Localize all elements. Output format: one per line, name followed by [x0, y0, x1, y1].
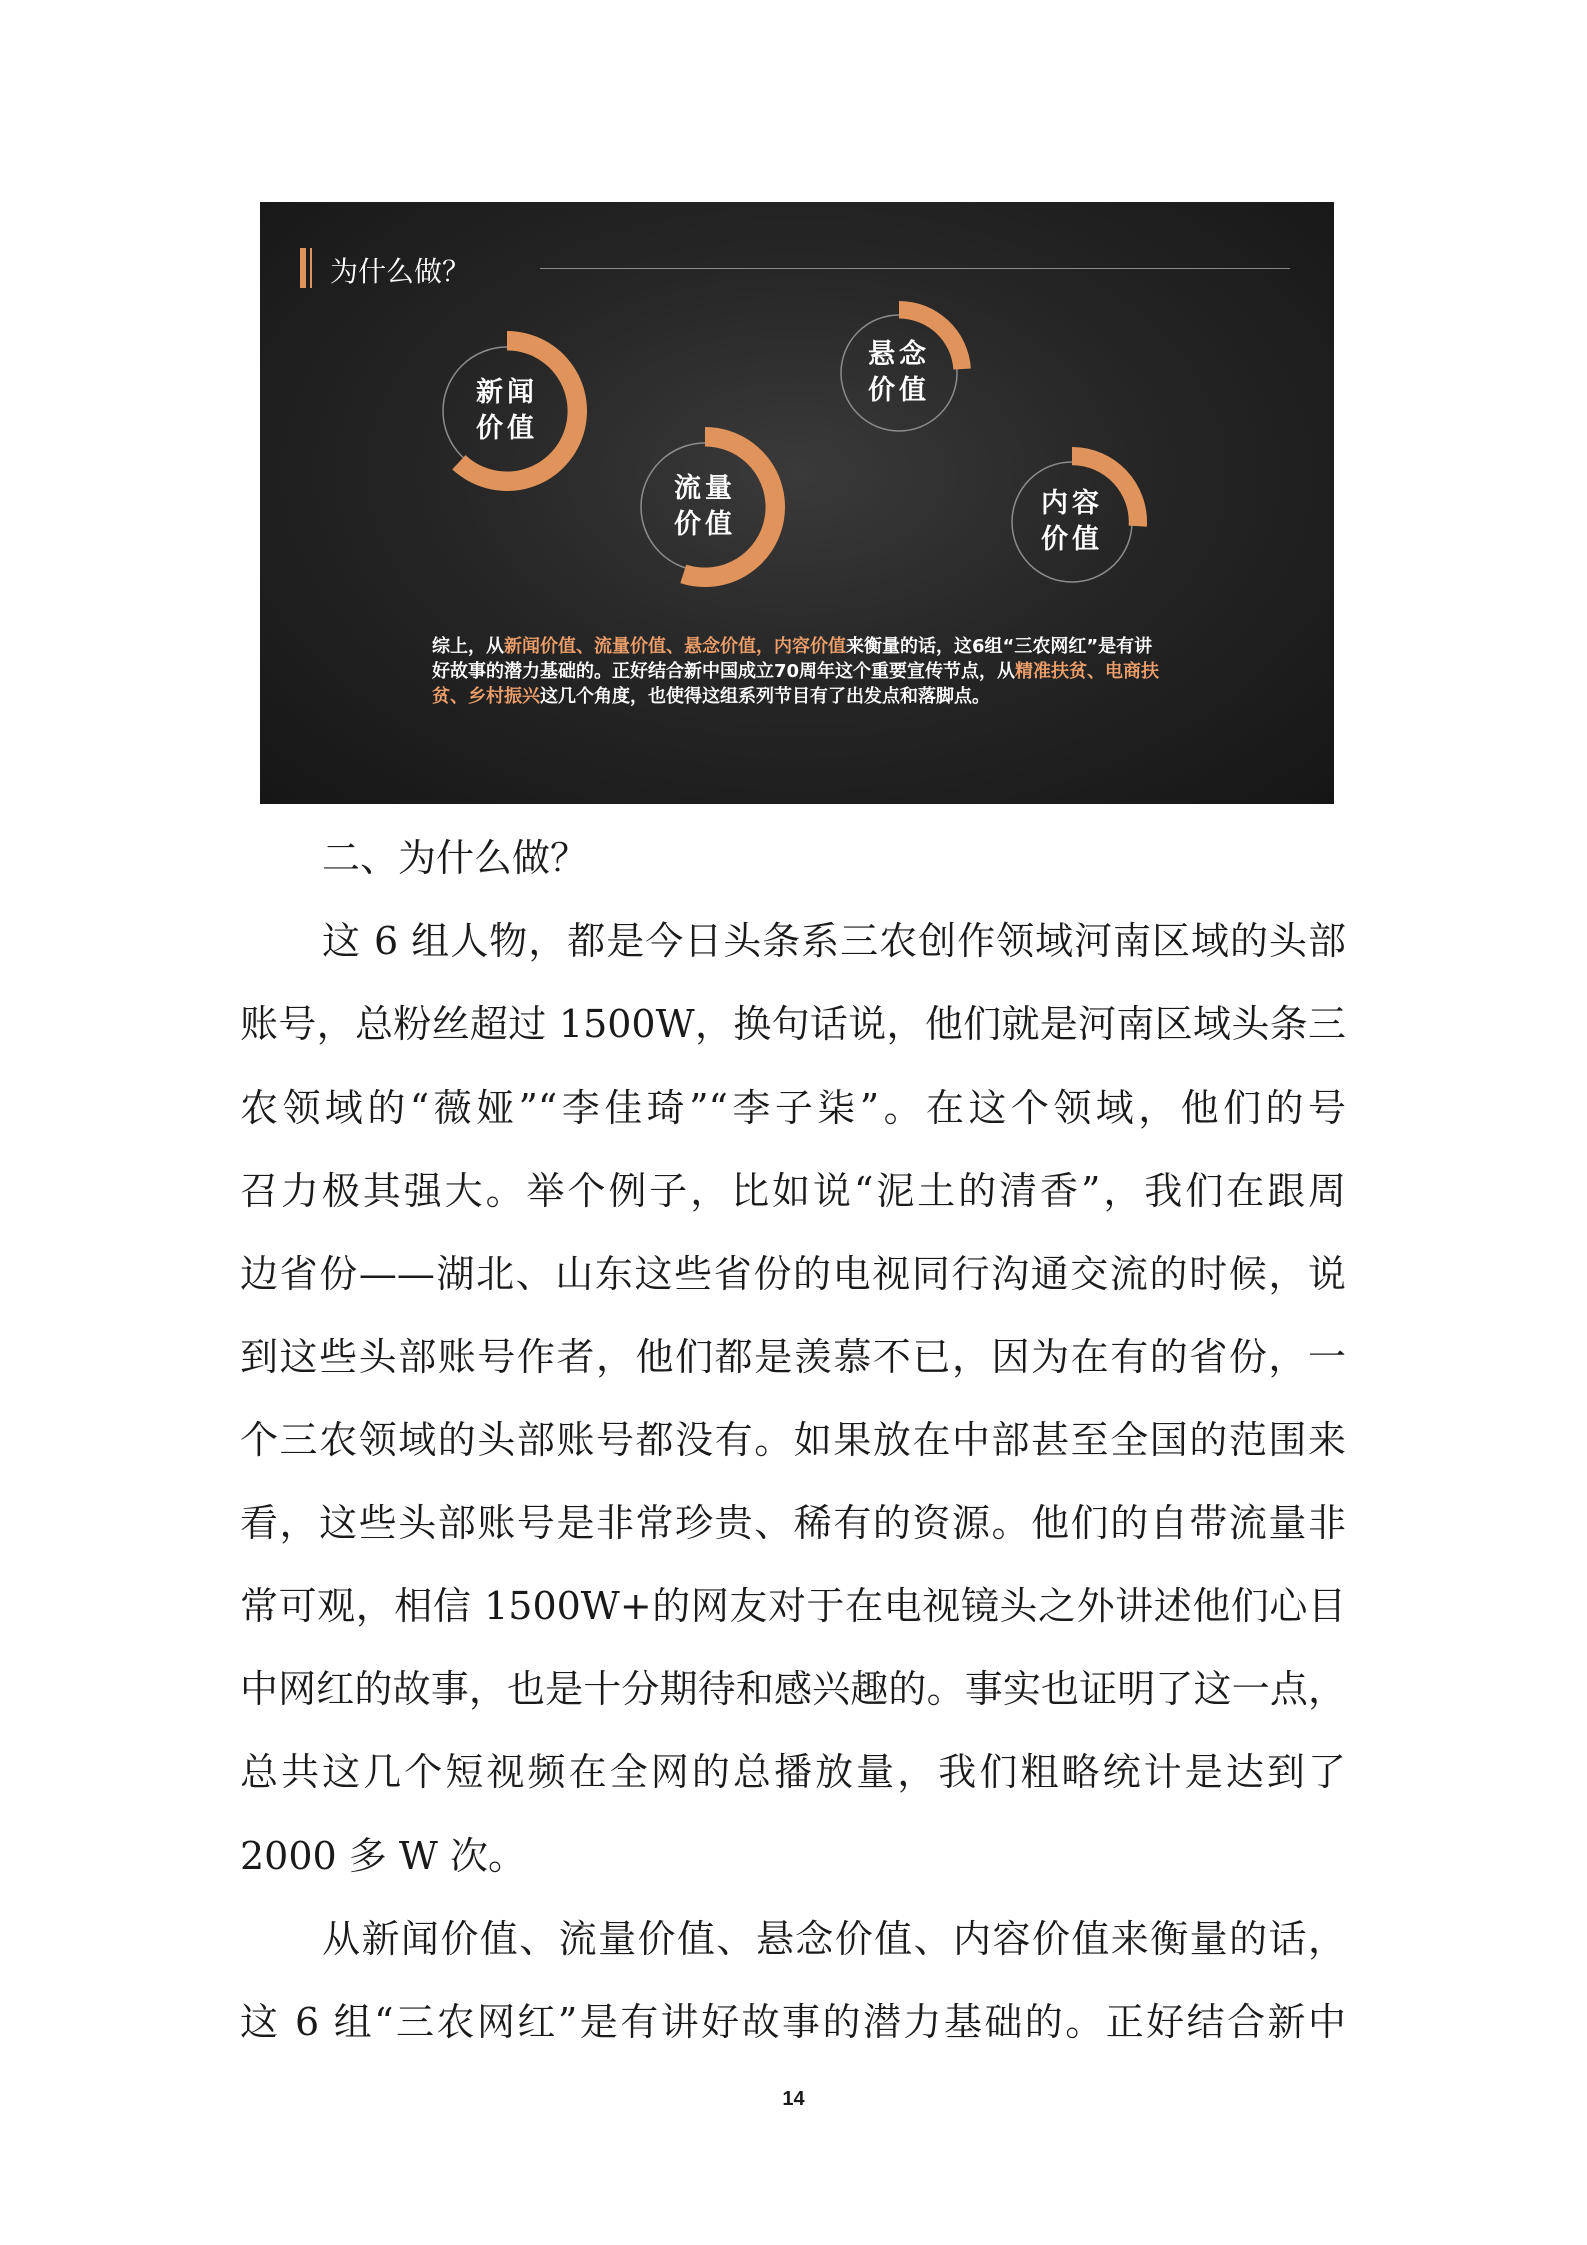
slide-image — [260, 202, 1334, 804]
slide-title-rule — [540, 268, 1290, 269]
ring-news-value — [426, 330, 588, 492]
paragraph-line: 个三农领域的头部账号都没有。如果放在中部甚至全国的范围来 — [240, 1418, 1346, 1462]
summary-highlight: 精准扶贫、电商扶贫、乡村振兴 — [432, 661, 1160, 707]
ring-label-line1: 新闻 — [476, 377, 538, 408]
summary-text: 综上，从 — [432, 636, 504, 657]
summary-text: 来衡量的话，这6组“三农网红”是有讲好故事的潜力基础的。正好结合新中国成立70周年这个重要宣传节点，从 — [432, 636, 1153, 682]
paragraph-line: 中网红的故事，也是十分期待和感兴趣的。事实也证明了这一点， — [240, 1667, 1346, 1711]
ring-label-line2: 价值 — [1041, 524, 1103, 555]
paragraph-line: 这 6 组“三农网红”是有讲好故事的潜力基础的。正好结合新中 — [240, 2000, 1346, 2044]
ring-label-line2: 价值 — [476, 413, 538, 444]
ring-label-line1: 流量 — [674, 473, 736, 504]
section-heading: 二、为什么做？ — [322, 836, 589, 880]
paragraph-line: 账号，总粉丝超过 1500W，换句话说，他们就是河南区域头条三 — [240, 1002, 1346, 1046]
ring-label-line1: 内容 — [1041, 488, 1103, 519]
page-number: 14 — [782, 2088, 805, 2110]
slide-title-bar — [300, 248, 306, 288]
slide-title: 为什么做？ — [330, 255, 471, 288]
ring-label-line2: 价值 — [674, 509, 736, 540]
slide-summary — [432, 634, 1162, 709]
slide-header — [300, 248, 1290, 288]
paragraph-line: 看，这些头部账号是非常珍贵、稀有的资源。他们的自带流量非 — [240, 1501, 1346, 1545]
paragraph-line: 从新闻价值、流量价值、悬念价值、内容价值来衡量的话， — [322, 1917, 1346, 1961]
summary-text: 这几个角度，也使得这组系列节目有了出发点和落脚点。 — [540, 686, 990, 707]
paragraph-line: 2000 多 W 次。 — [240, 1834, 527, 1878]
slide-title-bar-thin — [310, 248, 312, 288]
ring-traffic-value — [624, 426, 786, 588]
ring-label-line2: 价值 — [868, 375, 930, 406]
paragraph-line: 召力极其强大。举个例子，比如说“泥土的清香”，我们在跟周 — [240, 1169, 1346, 1213]
ring-content-value — [996, 446, 1148, 598]
paragraph-line: 常可观，相信 1500W+的网友对于在电视镜头之外讲述他们心目 — [240, 1584, 1346, 1628]
paragraph-line: 这 6 组人物，都是今日头条系三农创作领域河南区域的头部 — [322, 919, 1346, 963]
paragraph-line: 边省份——湖北、山东这些省份的电视同行沟通交流的时候，说 — [240, 1252, 1346, 1296]
paragraph-line: 总共这几个短视频在全网的总播放量，我们粗略统计是达到了 — [240, 1750, 1346, 1794]
paragraph-line: 农领域的“薇娅”“李佳琦”“李子柒”。在这个领域，他们的号 — [240, 1086, 1346, 1130]
summary-highlight: 新闻价值、流量价值、悬念价值，内容价值 — [504, 636, 846, 657]
paragraph-line: 到这些头部账号作者，他们都是羡慕不已，因为在有的省份，一 — [240, 1335, 1346, 1379]
ring-suspense-value — [826, 300, 972, 446]
ring-label-line1: 悬念 — [868, 339, 930, 370]
